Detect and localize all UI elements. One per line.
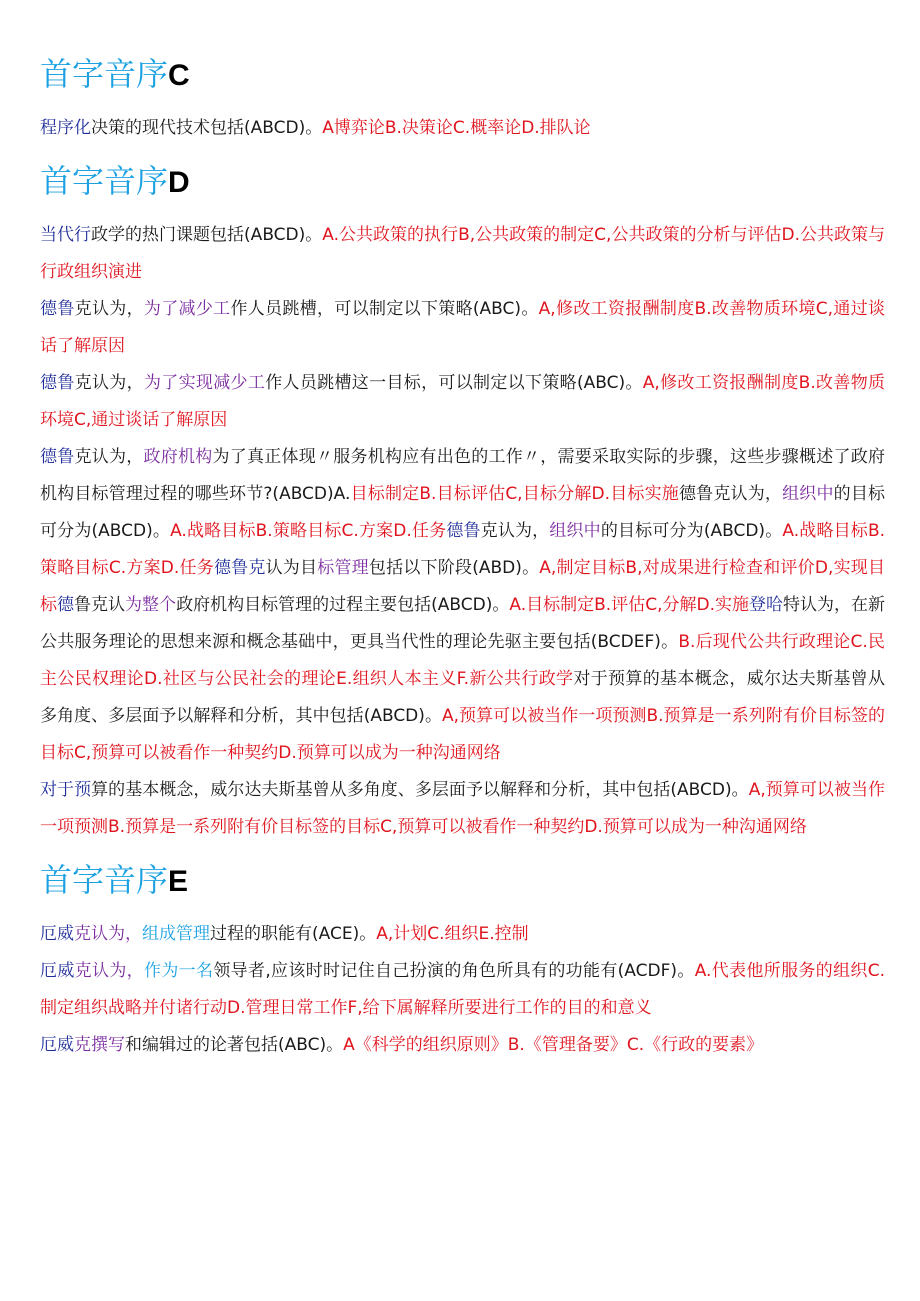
question-paragraph [40, 217, 885, 291]
question-paragraph [40, 291, 885, 365]
question-paragraph [40, 953, 885, 1027]
heading-prefix: 首字音序 [40, 861, 169, 899]
text-segment: B.后现代公共行政理论C.民主公民权理论D.社区与公民社会的理论E.组织人本主义F.新公共行政学 [40, 632, 886, 689]
text-segment: A,预算可以被当作一项预测B.预算是一系列附有价目标签的目标C,预算可以被看作一种契约D.预算可以成为一种沟通网络 [40, 706, 885, 763]
text-segment: 德 [57, 595, 75, 615]
text-segment: 德鲁克 [213, 558, 266, 578]
text-segment: 认为目 [265, 558, 318, 578]
text-segment: 登哈 [749, 595, 784, 615]
text-segment: 作人员跳槽，可以制定以下策略(ABC)。 [230, 299, 539, 319]
question-paragraph [40, 365, 885, 439]
text-segment: A.战略目标B.策略目标C.方案D.任务 [170, 521, 447, 541]
text-segment: 对于预 [40, 780, 92, 800]
text-segment: 鲁克认 [74, 595, 126, 615]
text-segment: 政学的热门课题包括(ABCD)。 [91, 225, 323, 245]
section-heading [40, 50, 885, 98]
text-segment: 的目标可分为(ABCD)。 [600, 521, 783, 541]
text-segment: 克认为， [74, 961, 144, 981]
text-segment: 克认为， [74, 447, 144, 467]
heading-prefix: 首字音序 [40, 55, 169, 93]
text-segment: 对于预算的基本概念，威尔达夫斯基曾从多角度、多层面予以解释和分析，其中包括(ABCD)。 [40, 669, 886, 726]
heading-letter: C [168, 59, 190, 92]
text-segment: 厄威 [40, 924, 74, 944]
text-segment: 和编辑过的论著包括(ABC)。 [125, 1035, 344, 1055]
heading-letter: E [168, 865, 189, 898]
text-segment: 克认为， [74, 299, 144, 319]
text-segment: A博弈论B.决策论C.概率论D.排队论 [322, 118, 591, 138]
text-segment: 克认为， [74, 373, 144, 393]
text-segment: A.战略目标B.策略目标C.方案D.任务 [40, 521, 886, 578]
text-segment: 的目标可分为(ABCD)。 [40, 484, 886, 541]
text-segment: A,修改工资报酬制度B.改善物质环境C,通过谈话了解原因 [40, 373, 886, 430]
text-segment: 为整个 [125, 595, 177, 615]
text-segment: 组织中 [782, 484, 834, 504]
text-segment: 过程的职能有(ACE)。 [210, 924, 377, 944]
text-segment: 目标制定B.目标评估C,目标分解D.目标实施 [350, 484, 679, 504]
text-segment: 德鲁 [40, 299, 75, 319]
section-heading [40, 856, 885, 904]
text-segment: 克认为， [74, 924, 142, 944]
text-segment: 德鲁 [446, 521, 481, 541]
text-segment: 算的基本概念，威尔达夫斯基曾从多角度、多层面予以解释和分析，其中包括(ABCD)。 [91, 780, 749, 800]
question-paragraph [40, 439, 885, 772]
text-segment: 包括以下阶段(ABD)。 [368, 558, 540, 578]
question-paragraph [40, 916, 885, 953]
section-heading [40, 157, 885, 205]
text-segment: 标管理 [317, 558, 369, 578]
text-segment: 政府机构目标管理的过程主要包括(ABCD)。 [176, 595, 510, 615]
text-segment: 领导者,应该时时记住自己扮演的角色所具有的功能有(ACDF)。 [213, 961, 695, 981]
question-paragraph [40, 772, 885, 846]
text-segment: 程序化 [40, 118, 91, 138]
text-segment: A.目标制定B.评估C,分解D.实施 [509, 595, 749, 615]
text-segment: A.代表他所服务的组织C.制定组织战略并付诸行动D.管理日常工作F,给下属解释所要进行工作的目的和意义 [40, 961, 886, 1018]
text-segment: 组织中 [549, 521, 601, 541]
text-segment: 为了实现减少工 [143, 373, 266, 393]
text-segment: 特认为，在新公共服务理论的思想来源和概念基础中，更具当代性的理论先驱主要包括(BCDEF)。 [40, 595, 886, 652]
text-segment: 克认为， [480, 521, 550, 541]
question-paragraph [40, 1027, 885, 1064]
text-segment: A,预算可以被当作一项预测B.预算是一系列附有价目标签的目标C,预算可以被看作一种契约D.预算可以成为一种沟通网络 [40, 780, 886, 837]
document-page [40, 50, 885, 1074]
text-segment: A,计划C.组织E.控制 [376, 924, 529, 944]
text-segment: 厄威 [40, 1035, 74, 1055]
text-segment: 厄威 [40, 961, 75, 981]
question-paragraph [40, 110, 885, 147]
text-segment: 为了真正体现〃服务机构应有出色的工作〃，需要采取实际的步骤，这些步骤概述了政府机构目标管理过程的哪些环节?(ABCD)A. [40, 447, 885, 504]
text-segment: A,修改工资报酬制度B.改善物质环境C,通过谈话了解原因 [40, 299, 886, 356]
text-segment: 作人员跳槽这一目标，可以制定以下策略(ABC)。 [265, 373, 643, 393]
text-segment: 决策的现代技术包括(ABCD)。 [91, 118, 323, 138]
text-segment: A《科学的组织原则》B.《管理备要》C.《行政的要素》 [343, 1035, 764, 1055]
heading-prefix: 首字音序 [40, 162, 169, 200]
text-segment: 为了减少工 [143, 299, 231, 319]
text-segment: 组成管理 [142, 924, 210, 944]
text-segment: 当代行 [40, 225, 92, 245]
text-segment: A,制定目标B,对成果进行检查和评价D,实现目标 [40, 558, 886, 615]
text-segment: 作为一名 [144, 961, 214, 981]
text-segment: A.公共政策的执行B,公共政策的制定C,公共政策的分析与评估D.公共政策与行政组织演进 [40, 225, 886, 282]
text-segment: 克撰写 [74, 1035, 125, 1055]
text-segment: 德鲁 [40, 447, 75, 467]
text-segment: 政府机构 [143, 447, 213, 467]
text-segment: 德鲁克认为， [678, 484, 783, 504]
heading-letter: D [168, 166, 190, 199]
text-segment: 德鲁 [40, 373, 75, 393]
